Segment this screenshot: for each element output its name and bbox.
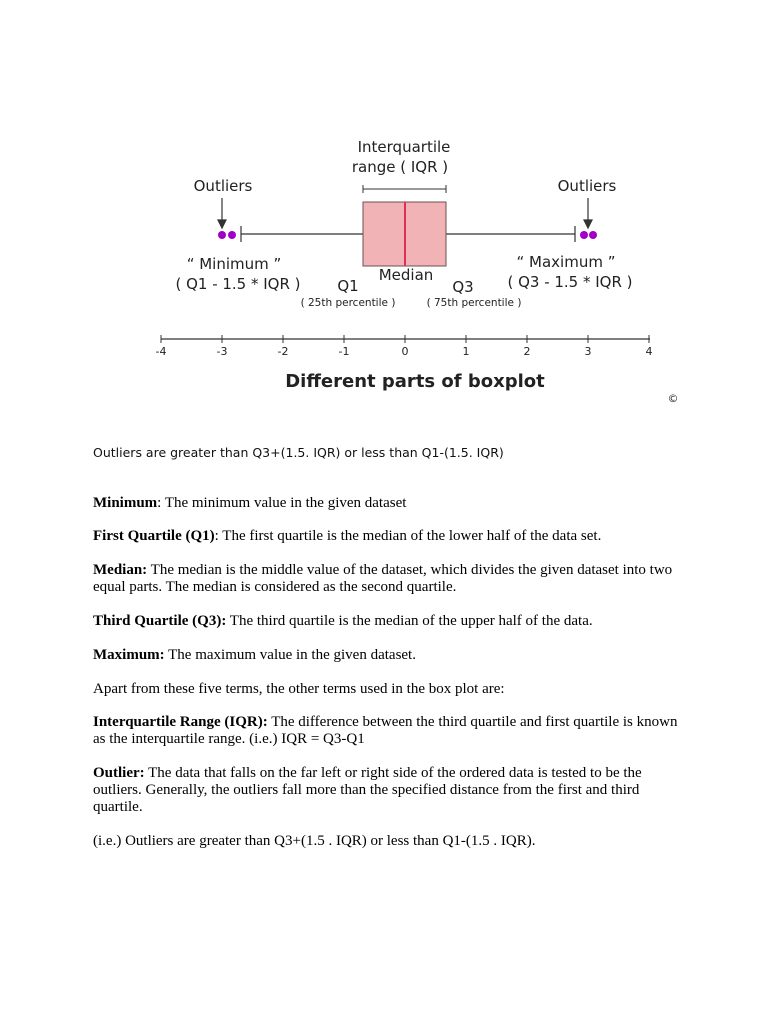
outlier-dot bbox=[580, 231, 588, 239]
definition-paragraph bbox=[93, 562, 678, 596]
iqr-bracket bbox=[363, 185, 446, 193]
boxplot-figure bbox=[150, 128, 680, 408]
definition-paragraph bbox=[93, 495, 678, 512]
outlier-dot bbox=[228, 231, 236, 239]
definition-term: Maximum: bbox=[93, 647, 165, 663]
definition-paragraph bbox=[93, 528, 678, 545]
axis-tick-label: 0 bbox=[401, 345, 409, 358]
definition-term: Interquartile Range (IQR): bbox=[93, 714, 268, 730]
axis-tick-label: -1 bbox=[338, 345, 350, 358]
iqr-label-line2: range ( IQR ) bbox=[351, 158, 449, 176]
definition-term: Median: bbox=[93, 562, 148, 578]
q3-label: Q3 bbox=[452, 278, 474, 296]
definition-paragraph bbox=[93, 714, 678, 748]
definition-text: The maximum value in the given dataset. bbox=[164, 647, 416, 663]
copyright-mark: © bbox=[667, 392, 679, 405]
median-label: Median bbox=[378, 266, 434, 284]
definition-term: Third Quartile (Q3): bbox=[93, 613, 227, 629]
outliers-left-label: Outliers bbox=[193, 177, 253, 195]
minimum-label: “ Minimum ” bbox=[186, 255, 282, 273]
outlier-arrow-left bbox=[218, 198, 226, 228]
figure-caption: Outliers are greater than Q3+(1.5. IQR) or less than Q1-(1.5. IQR) bbox=[93, 445, 504, 460]
definition-text: The third quartile is the median of the upper half of the data. bbox=[226, 613, 593, 629]
q1-percentile-label: ( 25th percentile ) bbox=[300, 297, 396, 309]
axis-tick-label: -4 bbox=[155, 345, 167, 358]
boxplot-diagram bbox=[150, 128, 680, 408]
definition-text: (i.e.) Outliers are greater than Q3+(1.5 . IQR) or less than Q1-(1.5 . IQR). bbox=[93, 833, 536, 849]
definition-text: The median is the middle value of the dataset, which divides the given dataset into two equal parts. The median is considered as the second quartile. bbox=[93, 562, 673, 595]
axis-tick-label: 1 bbox=[462, 345, 470, 358]
iqr-label-line1: Interquartile bbox=[357, 138, 451, 156]
definition-paragraph bbox=[93, 613, 678, 630]
outlier-dot bbox=[589, 231, 597, 239]
axis-tick-label: -3 bbox=[216, 345, 228, 358]
q3-percentile-label: ( 75th percentile ) bbox=[426, 297, 522, 309]
definition-text: The difference between the third quartile and first quartile is known as the interquartile range. (i.e.) IQR = Q3-Q1 bbox=[93, 714, 678, 747]
definition-paragraph bbox=[93, 833, 678, 850]
q1-label: Q1 bbox=[337, 277, 359, 295]
axis-tick-label: -2 bbox=[277, 345, 289, 358]
maximum-label: “ Maximum ” bbox=[516, 253, 616, 271]
axis-tick-label: 2 bbox=[523, 345, 531, 358]
definition-term: Outlier: bbox=[93, 765, 145, 781]
definition-term: Minimum bbox=[93, 495, 158, 511]
definition-text: Apart from these five terms, the other terms used in the box plot are: bbox=[93, 681, 505, 697]
definition-text: : The minimum value in the given dataset bbox=[157, 495, 407, 511]
minimum-formula: ( Q1 - 1.5 * IQR ) bbox=[175, 275, 301, 293]
maximum-formula: ( Q3 - 1.5 * IQR ) bbox=[507, 273, 633, 291]
axis-tick-label: 4 bbox=[645, 345, 653, 358]
definition-text: The data that falls on the far left or right side of the ordered data is tested to be the outliers. Generally, the outliers fall more than the specified distance from the first and third quartile. bbox=[93, 765, 642, 815]
definition-paragraph bbox=[93, 681, 678, 698]
definition-term: First Quartile (Q1) bbox=[93, 528, 215, 544]
outliers-right-label: Outliers bbox=[557, 177, 617, 195]
definition-text: : The first quartile is the median of the lower half of the data set. bbox=[214, 528, 602, 544]
definition-paragraph bbox=[93, 647, 678, 664]
figure-title: Different parts of boxplot bbox=[285, 371, 545, 392]
outlier-dot bbox=[218, 231, 226, 239]
outlier-arrow-right bbox=[584, 198, 592, 228]
definition-paragraph bbox=[93, 765, 678, 816]
axis-tick-label: 3 bbox=[584, 345, 592, 358]
